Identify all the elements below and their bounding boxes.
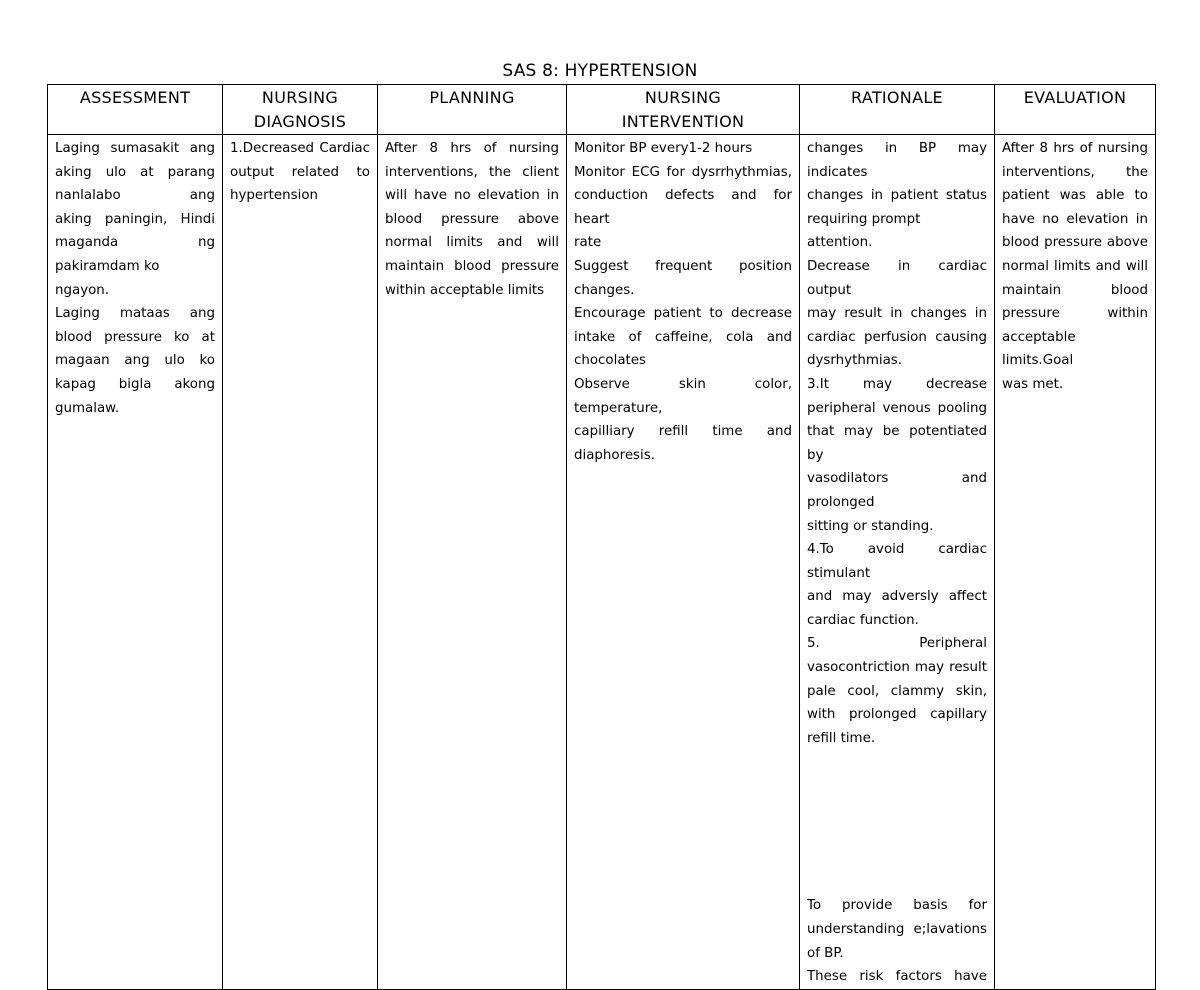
text-line: pressure within [1002, 306, 1148, 322]
text-line: acceptable limits.Goal [1002, 329, 1076, 369]
text-line: maintain blood [1002, 282, 1148, 298]
text-line: changes in BP may indicates [807, 141, 987, 180]
text-line: 1.Decreased Cardiac [230, 141, 370, 156]
text-line: understanding e;lavations [807, 922, 987, 938]
header-assessment: ASSESSMENT [48, 85, 223, 135]
text-line: 3.It may decrease [807, 376, 987, 392]
text-line: Suggest frequent position [574, 258, 792, 274]
planning-cell [378, 135, 567, 990]
text-line: chocolates [574, 353, 646, 369]
text-line: Monitor ECG for dysrrhythmias, [574, 164, 792, 180]
text-line: hypertension [230, 188, 319, 204]
text-line: of BP. [807, 945, 844, 961]
header-nursing-intervention: NURSING INTERVENTION [567, 85, 800, 135]
text-line: pakiramdam ko ngayon. [55, 258, 160, 298]
text-line: magaan ang ulo ko [55, 353, 215, 369]
text-line: 4.To avoid cardiac stimulant [807, 542, 987, 581]
rationale-text-lower [800, 892, 994, 988]
text-line: 5. Peripheral [807, 636, 987, 652]
text-line: normal limits and will [385, 235, 559, 251]
text-line: blood pressure above [385, 211, 559, 227]
text-line: changes in patient status [807, 188, 987, 204]
text-line: sitting or standing. [807, 518, 934, 534]
evaluation-cell [995, 135, 1156, 990]
rationale-cell [800, 135, 995, 990]
text-line: will have no elevation in [385, 188, 559, 204]
text-line: gumalaw. [55, 400, 120, 416]
text-line: Laging mataas ang [55, 306, 215, 322]
text-line: interventions, the client [385, 164, 559, 180]
text-line: After 8 hrs of nursing [385, 141, 559, 156]
text-line: requiring prompt attention. [807, 211, 921, 251]
diagnosis-text [223, 135, 377, 208]
text-line: vasodilators and prolonged [807, 471, 987, 510]
text-line: Encourage patient to decrease [574, 306, 792, 322]
text-line: output related to [230, 164, 370, 180]
intervention-cell [567, 135, 800, 990]
text-line: vasocontriction may result [807, 660, 987, 676]
evaluation-text [995, 135, 1155, 397]
assessment-cell [48, 135, 223, 990]
text-line: have no elevation in [1002, 211, 1148, 227]
text-line: aking ulo at parang [55, 164, 215, 180]
text-line: patient was able to [1002, 188, 1148, 204]
intervention-text [567, 135, 799, 467]
text-line: kapag bigla akong [55, 376, 215, 392]
text-line: nanlalabo ang [55, 188, 215, 204]
text-line: interventions, the [1002, 164, 1148, 180]
header-rationale: RATIONALE [800, 85, 995, 135]
text-line: rate [574, 235, 602, 251]
rationale-spacer [800, 750, 994, 892]
text-line: that may be potentiated by [807, 424, 987, 463]
text-line: cardiac perfusion causing [807, 329, 987, 345]
text-line: with prolonged capillary [807, 707, 987, 723]
header-planning: PLANNING [378, 85, 567, 135]
text-line: pale cool, clammy skin, [807, 683, 987, 699]
text-line: peripheral venous pooling [807, 400, 987, 416]
nursing-care-plan-table [47, 84, 1156, 990]
table-body-row [48, 135, 1156, 990]
text-line: maganda ng [55, 235, 215, 251]
assessment-text [48, 135, 222, 420]
header-nursing-diagnosis: NURSING DIAGNOSIS [223, 85, 378, 135]
text-line: within acceptable limits [385, 282, 545, 298]
text-line: cardiac function. [807, 612, 919, 628]
text-line: refill time. [807, 730, 876, 746]
text-line: dysrhythmias. [807, 353, 903, 369]
rationale-text [800, 135, 994, 750]
text-line: These risk factors have [807, 969, 987, 985]
text-line: and may adversly affect [807, 589, 987, 605]
text-line: diaphoresis. [574, 447, 655, 463]
text-line: Laging sumasakit ang [55, 141, 215, 156]
text-line: normal limits and will [1002, 258, 1148, 274]
text-line: blood pressure ko at [55, 329, 215, 345]
text-line: capilliary refill time and [574, 424, 792, 440]
text-line: aking paningin, Hindi [55, 211, 215, 227]
text-line: conduction defects and for heart [574, 188, 792, 227]
text-line: To provide basis for [807, 898, 987, 914]
header-evaluation: EVALUATION [995, 85, 1156, 135]
text-line: Observe skin color, temperature, [574, 376, 792, 416]
text-line: Decrease in cardiac output [807, 258, 987, 298]
document-title: SAS 8: HYPERTENSION [502, 61, 698, 81]
diagnosis-cell [223, 135, 378, 990]
text-line: maintain blood pressure [385, 258, 559, 274]
text-line: blood pressure above [1002, 235, 1148, 251]
table-header-row [48, 85, 1156, 135]
text-line: was met. [1002, 376, 1064, 392]
text-line: may result in changes in [807, 306, 987, 322]
text-line: Monitor BP every1-2 hours [574, 141, 753, 156]
planning-text [378, 135, 566, 302]
text-line: intake of caffeine, cola and [574, 329, 792, 345]
text-line: changes. [574, 282, 635, 298]
text-line: After 8 hrs of nursing [1002, 141, 1148, 156]
